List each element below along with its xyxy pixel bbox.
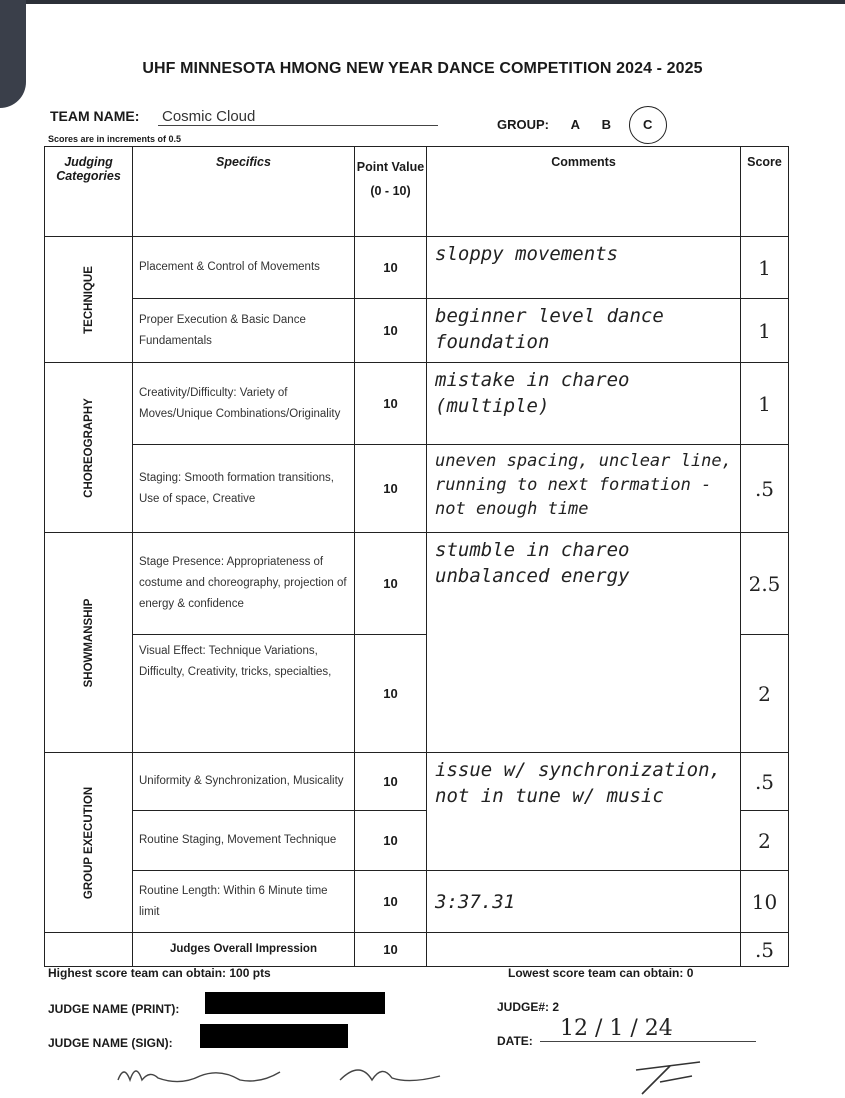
point-cell: 10 xyxy=(355,871,427,933)
spec-cell: Creativity/Difficulty: Variety of Moves/Unique Combinations/Originality xyxy=(133,363,355,445)
comment-cell: uneven spacing, unclear line, running to next formation - not enough time xyxy=(427,445,741,533)
header-specifics: Specifics xyxy=(133,147,355,237)
header-comments: Comments xyxy=(427,147,741,237)
initials-scribble xyxy=(630,1058,710,1098)
comment-cell: 3:37.31 xyxy=(427,871,741,933)
point-cell: 10 xyxy=(355,753,427,811)
team-name-label: TEAM NAME: xyxy=(50,108,140,124)
spec-cell: Routine Length: Within 6 Minute time limit xyxy=(133,871,355,933)
score-cell: 2.5 xyxy=(741,533,789,635)
spec-cell: Visual Effect: Technique Variations, Difficulty, Creativity, tricks, specialties, xyxy=(133,635,355,753)
score-cell: 2 xyxy=(741,811,789,871)
comment-cell: beginner level dance foundation xyxy=(427,299,741,363)
redaction-bar xyxy=(200,1024,348,1048)
form-title: UHF MINNESOTA HMONG NEW YEAR DANCE COMPETITION 2024 - 2025 xyxy=(142,60,703,77)
score-cell: 2 xyxy=(741,635,789,753)
group-option-a: A xyxy=(570,117,581,132)
header-point-value: Point Value (0 - 10) xyxy=(355,147,427,237)
category-group-execution: GROUP EXECUTION xyxy=(45,753,133,933)
point-cell: 10 xyxy=(355,299,427,363)
score-cell: .5 xyxy=(741,445,789,533)
header-category: Judging Categories xyxy=(45,147,133,237)
signature-scribble xyxy=(110,1050,470,1094)
point-cell: 10 xyxy=(355,237,427,299)
comment-cell xyxy=(427,933,741,967)
judge-number: JUDGE#: 2 xyxy=(497,1000,560,1014)
judge-print-label: JUDGE NAME (PRINT): xyxy=(48,1002,180,1016)
top-edge xyxy=(0,0,845,4)
score-cell: 1 xyxy=(741,237,789,299)
table-row xyxy=(45,363,789,445)
spec-cell: Staging: Smooth formation transitions, Use of space, Creative xyxy=(133,445,355,533)
table-row xyxy=(45,933,789,967)
increments-note: Scores are in increments of 0.5 xyxy=(48,134,182,144)
table-row xyxy=(45,753,789,811)
comment-cell: mistake in chareo (multiple) xyxy=(427,363,741,445)
spec-cell: Proper Execution & Basic Dance Fundamentals xyxy=(133,299,355,363)
group-option-b: B xyxy=(601,117,612,132)
comment-cell: sloppy movements xyxy=(427,237,741,299)
score-cell: .5 xyxy=(741,933,789,967)
table-row xyxy=(45,237,789,299)
spec-cell: Routine Staging, Movement Technique xyxy=(133,811,355,871)
score-cell: .5 xyxy=(741,753,789,811)
point-cell: 10 xyxy=(355,533,427,635)
team-name-field: Cosmic Cloud xyxy=(158,108,438,126)
group-label: GROUP: xyxy=(497,117,549,132)
point-cell: 10 xyxy=(355,363,427,445)
date-label: DATE: xyxy=(497,1034,533,1048)
spec-cell: Stage Presence: Appropriateness of costume and choreography, projection of energy & confidence xyxy=(133,533,355,635)
point-cell: 10 xyxy=(355,811,427,871)
score-table xyxy=(44,146,789,967)
table-row xyxy=(45,445,789,533)
group-option-c-selected: C xyxy=(629,106,667,144)
lowest-score-note: Lowest score team can obtain: 0 xyxy=(508,966,694,980)
header-score: Score xyxy=(741,147,789,237)
comment-cell: stumble in chareo unbalanced energy xyxy=(427,533,741,753)
corner-shadow xyxy=(0,0,26,108)
score-cell: 10 xyxy=(741,871,789,933)
spec-cell: Uniformity & Synchronization, Musicality xyxy=(133,753,355,811)
point-cell: 10 xyxy=(355,635,427,753)
highest-score-note: Highest score team can obtain: 100 pts xyxy=(48,966,271,980)
point-cell: 10 xyxy=(355,445,427,533)
table-row xyxy=(45,871,789,933)
spec-cell: Placement & Control of Movements xyxy=(133,237,355,299)
overall-category-cell xyxy=(45,933,133,967)
score-cell: 1 xyxy=(741,363,789,445)
table-row xyxy=(45,299,789,363)
point-cell: 10 xyxy=(355,933,427,967)
spec-cell: Judges Overall Impression xyxy=(133,933,355,967)
judge-sign-label: JUDGE NAME (SIGN): xyxy=(48,1036,173,1050)
header-row xyxy=(45,147,789,237)
group-selector xyxy=(497,106,667,144)
date-field: 12 / 1 / 24 xyxy=(540,1016,756,1042)
table-row xyxy=(45,533,789,635)
score-cell: 1 xyxy=(741,299,789,363)
category-choreography: CHOREOGRAPHY xyxy=(45,363,133,533)
category-showmanship: SHOWMANSHIP xyxy=(45,533,133,753)
category-technique: TECHNIQUE xyxy=(45,237,133,363)
redaction-bar xyxy=(205,992,385,1014)
comment-cell: issue w/ synchronization, not in tune w/ music xyxy=(427,753,741,871)
